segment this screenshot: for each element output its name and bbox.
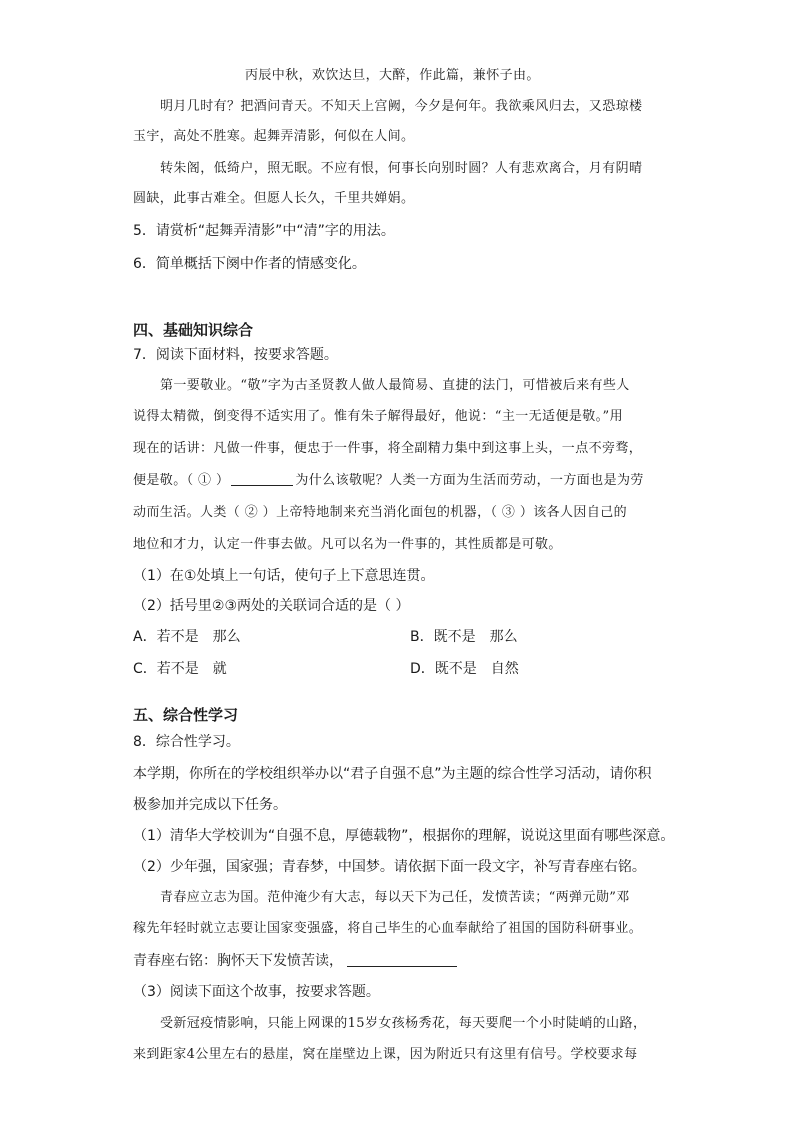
story-line-1: 受新冠疫情影响，只能上网课的15岁女孩杨秀花，每天要爬一个小时陡峭的山路，: [160, 1016, 647, 1031]
section-5-heading: 五、综合性学习: [133, 706, 239, 724]
question-8: 8．综合性学习。: [133, 734, 240, 750]
motto-label: 青春座右铭：胸怀天下发愤苦读，: [133, 953, 343, 969]
question-8-2: （2）少年强，国家强；青春梦，中国梦。请依据下面一段文字，补写青春座右铭。: [133, 859, 646, 875]
poem-stanza1-line1: 明月几时有？把酒问青天。不知天上宫阙，今夕是何年。我欲乘风归去，又恐琼楼: [160, 99, 643, 114]
question-8-1: （1）清华大学校训为“自强不息，厚德载物”，根据你的理解，说说这里面有哪些深意。: [133, 828, 675, 844]
passage-line-5: 动而生活。人类（ ② ）上帝特地制来充当消化面包的机器，（ ③ ）该各人因自己的: [133, 505, 628, 520]
motto-line: [133, 951, 457, 971]
poem-preface: 丙辰中秋，欢饮达旦，大醉，作此篇，兼怀子由。: [245, 68, 540, 83]
question-6: 6．简单概括下阕中作者的情感变化。: [133, 256, 366, 272]
passage-line-4: [133, 471, 644, 491]
motto-answer-blank[interactable]: [347, 952, 457, 967]
passage-line-3: 现在的话讲：凡做一件事，便忠于一件事，将全副精力集中到这事上头，一点不旁骛，: [133, 441, 643, 456]
fill-blank-1[interactable]: [231, 471, 293, 486]
youth-passage-line-1: 青春应立志为国。范仲淹少有大志，每以天下为己任，发愤苦读；“两弹元勋”邓: [160, 890, 630, 905]
passage-line-6: 地位和才力，认定一件事去做。凡可以名为一件事的，其性质都是可敬。: [133, 537, 562, 552]
question-7: 7．阅读下面材料，按要求答题。: [133, 347, 338, 363]
passage-line-4-end: 为什么该敬呢？人类一方面为生活而劳动，一方面也是为劳: [295, 473, 644, 488]
question-7-1: （1）在①处填上一句话，使句子上下意思连贯。: [133, 568, 435, 584]
question-7-2: （2）括号里②③两处的关联词合适的是（ ）: [133, 598, 410, 614]
story-line-2: 来到距家4公里左右的悬崖，窝在崖壁边上课，因为附近只有这里有信号。学校要求每: [133, 1047, 638, 1062]
passage-line-1: 第一要敬业。“敬”字为古圣贤教人做人最简易、直捷的法门，可惜被后来有些人: [160, 378, 630, 393]
question-5: 5．请赏析“起舞弄清影”中“清”字的用法。: [133, 223, 395, 239]
option-a[interactable]: A．若不是 那么: [133, 629, 241, 645]
option-c[interactable]: C．若不是 就: [133, 661, 227, 677]
youth-passage-line-2: 稼先年轻时就立志要让国家变强盛，将自己毕生的心血奉献给了祖国的国防科研事业。: [133, 921, 643, 936]
poem-stanza2-line2: 圆缺，此事古难全。但愿人长久，千里共婵娟。: [133, 191, 415, 206]
poem-stanza1-line2: 玉宇，高处不胜寒。起舞弄清影，何似在人间。: [133, 129, 415, 144]
option-b[interactable]: B．既不是 那么: [410, 629, 518, 645]
option-d[interactable]: D．既不是 自然: [410, 661, 519, 677]
passage-line-2: 说得太精微，倒变得不适实用了。惟有朱子解得最好，他说：“主一无适便是敬。”用: [133, 409, 623, 424]
poem-stanza2-line1: 转朱阁，低绮户，照无眠。不应有恨，何事长向别时圆？人有悲欢离合，月有阴晴: [160, 161, 643, 176]
section-4-heading: 四、基础知识综合: [133, 321, 254, 339]
question-8-intro-line-1: 本学期，你所在的学校组织举办以“君子自强不息”为主题的综合性学习活动，请你积: [133, 766, 652, 782]
question-8-3: （3）阅读下面这个故事，按要求答题。: [133, 984, 380, 1000]
question-8-intro-line-2: 极参加并完成以下任务。: [133, 797, 287, 813]
passage-line-4-start: 便是敬。（ ① ）: [133, 473, 230, 488]
